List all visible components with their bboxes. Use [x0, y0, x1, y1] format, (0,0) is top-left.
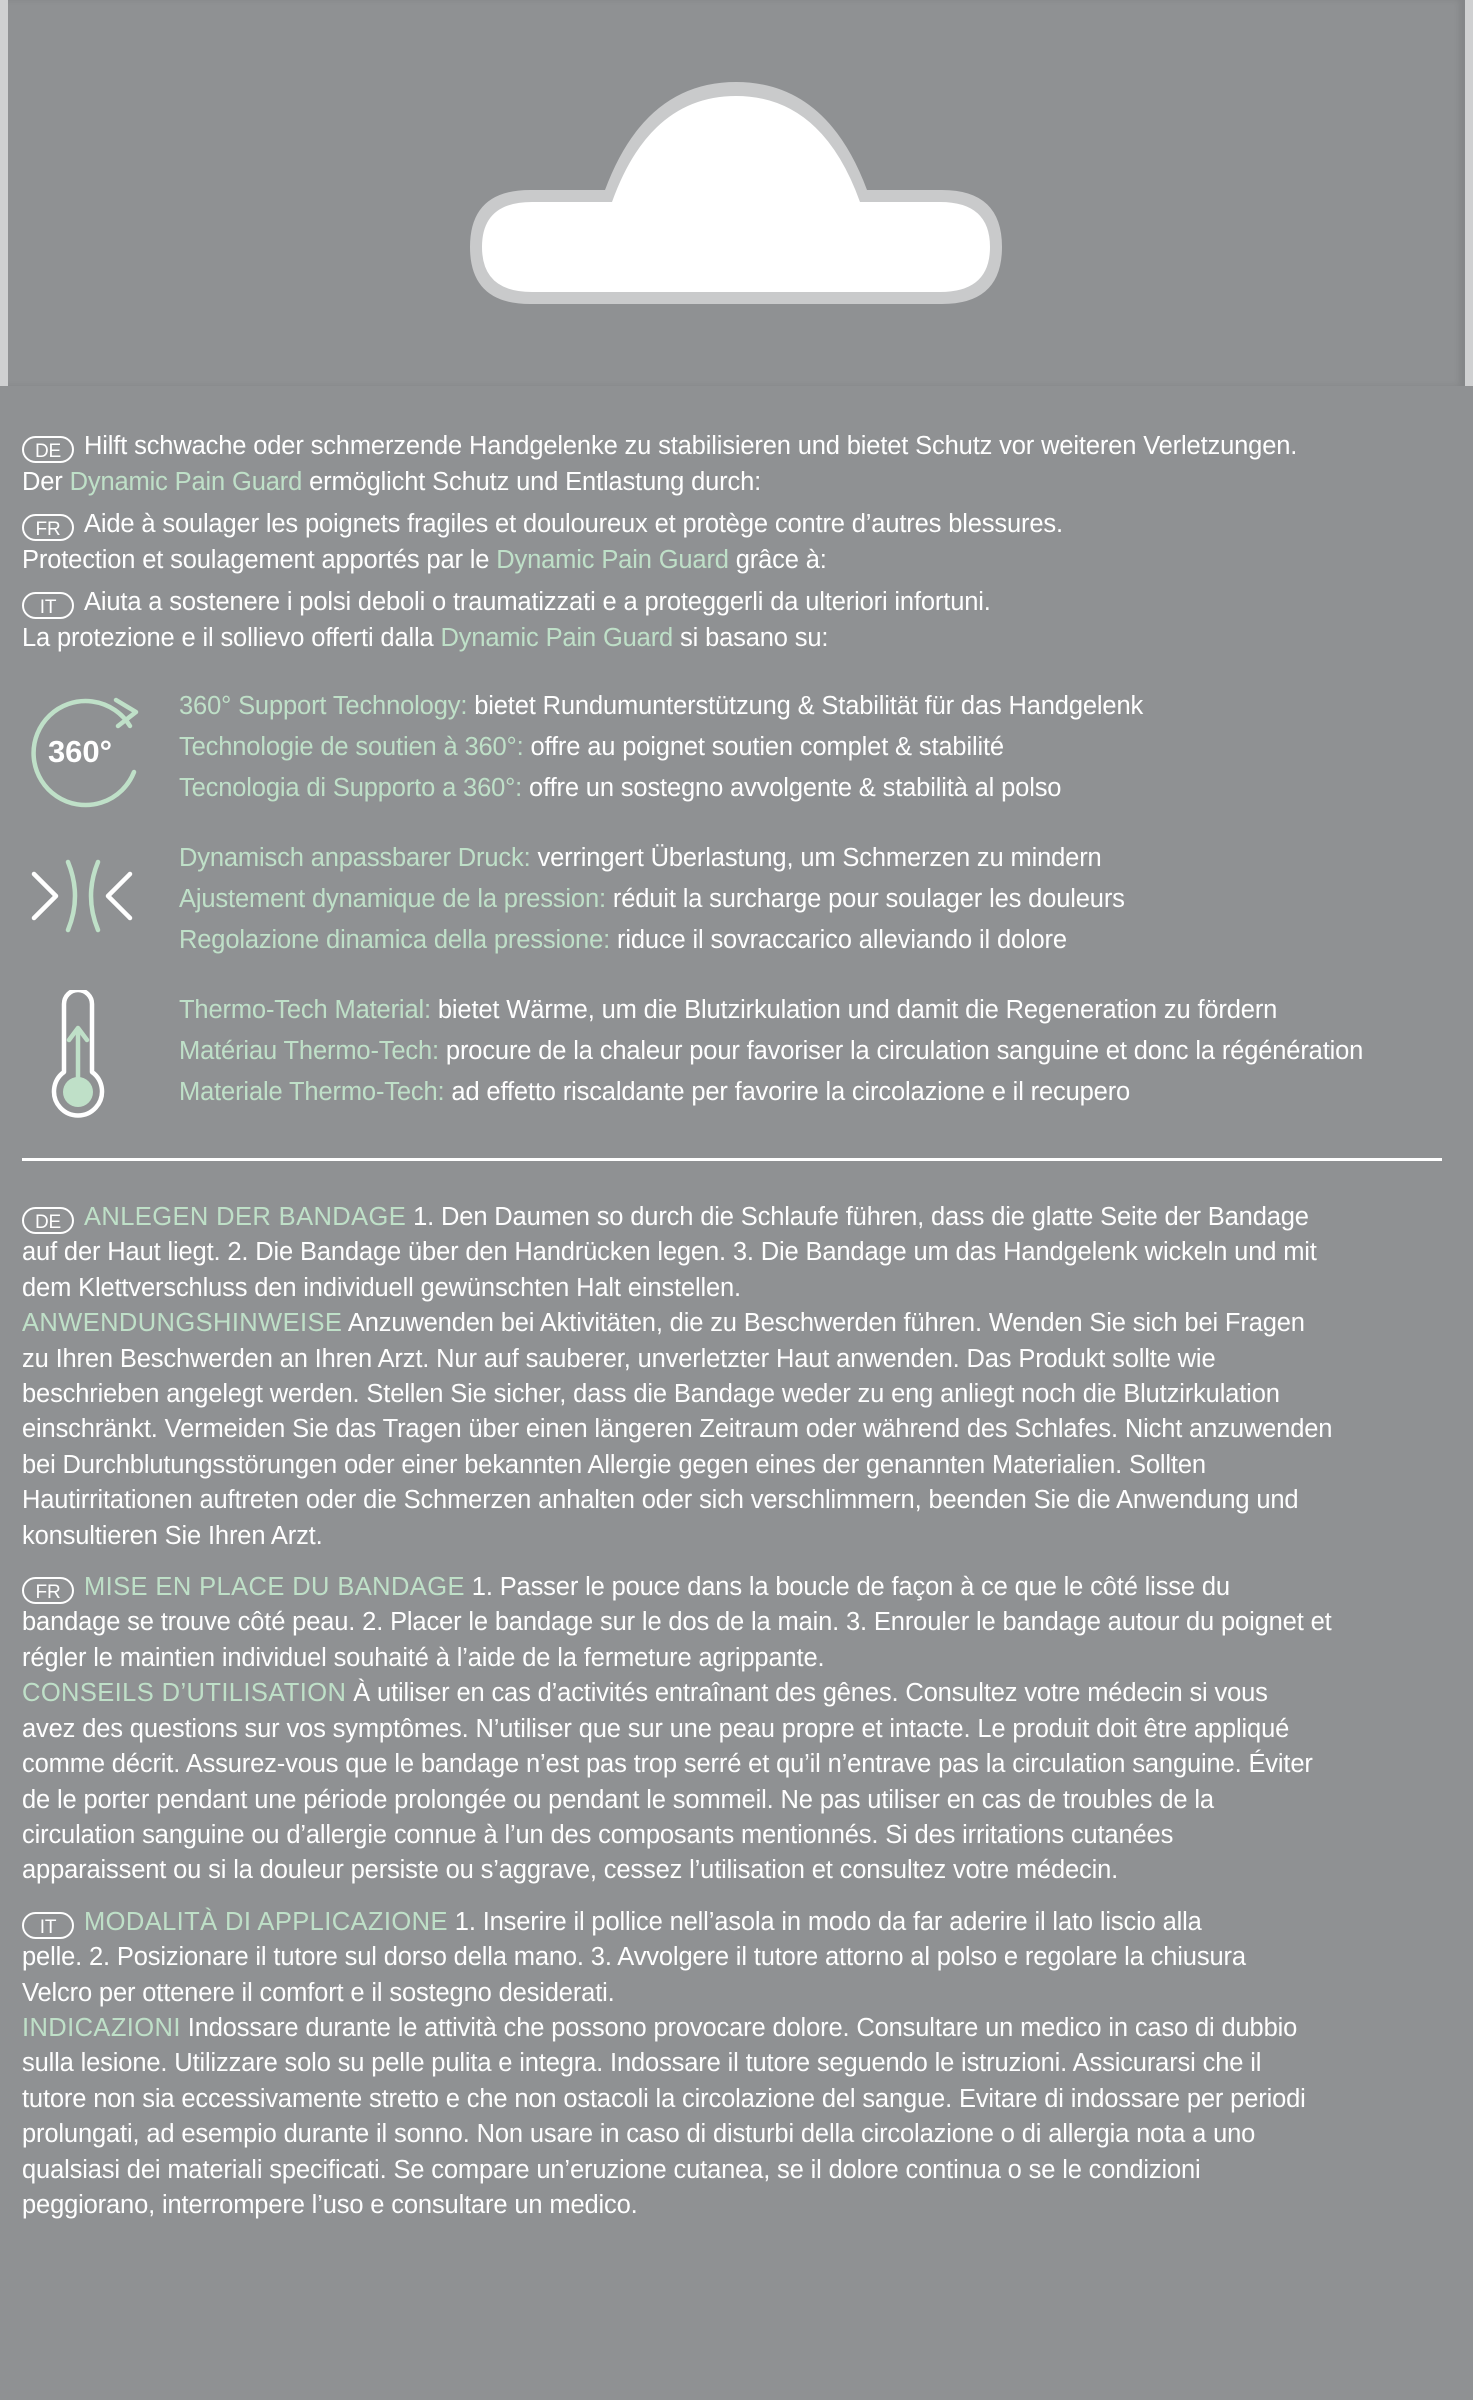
instructions-it: [22, 1905, 1452, 2224]
feature-term: Tecnologia di Supporto a 360°:: [179, 774, 523, 802]
text-line: konsultieren Sie Ihren Arzt.: [22, 1521, 323, 1550]
text-line: zu Ihren Beschwerden an Ihren Arzt. Nur auf sauberer, unverletzter Haut anwenden. Das Produkt sollte wie: [22, 1344, 1216, 1373]
text-line: bandage se trouve côté peau. 2. Placer le bandage sur le dos de la main. 3. Enrouler le bandage autour du poignet et: [22, 1608, 1332, 1637]
text-line: einschränkt. Vermeiden Sie das Tragen über einen längeren Zeitraum oder während des Schlafes. Nicht anzuwenden: [22, 1415, 1333, 1444]
intro-post: grâce à:: [728, 546, 827, 574]
apply-heading: MISE EN PLACE DU BANDAGE: [84, 1573, 465, 1602]
intro-line: Aide à soulager les poignets fragiles et douloureux et protège contre d’autres blessures.: [84, 510, 1063, 538]
lang-badge-de: DE: [22, 436, 74, 463]
feature-term: Matériau Thermo-Tech:: [179, 1037, 439, 1065]
text-line: sulla lesione. Utilizzare solo su pelle pulita e integra. Indossare il tutore seguendo le istruzioni. Assicurarsi che il: [22, 2049, 1262, 2078]
product-name: Dynamic Pain Guard: [69, 468, 303, 496]
text-line: À utiliser en cas d’activités entraînant des gênes. Consultez votre médecin si vous: [346, 1679, 1268, 1708]
feature-desc: bietet Rundumunterstützung & Stabilität für das Handgelenk: [467, 692, 1144, 720]
intro-line: Hilft schwache oder schmerzende Handgelenke zu stabilisieren und bietet Schutz vor weiteren Verletzungen.: [84, 432, 1298, 460]
text-line: 1. Den Daumen so durch die Schlaufe führen, dass die glatte Seite der Bandage: [406, 1203, 1309, 1231]
text-line: pelle. 2. Posizionare il tutore sul dorso della mano. 3. Avvolgere il tutore attorno al polso e regolare la chiusura: [22, 1943, 1246, 1972]
feature-lines: [179, 838, 1125, 961]
text-line: bei Durchblutungsstörungen oder einer bekannten Allergie gegen eines der genannten Materialien. Sollten: [22, 1450, 1206, 1479]
lang-badge-it: IT: [22, 1912, 74, 1939]
pressure-compress-icon: [22, 838, 152, 968]
apply-heading: MODALITÀ DI APPLICAZIONE: [84, 1907, 448, 1936]
intro-pre: Der: [22, 468, 70, 496]
feature-desc: riduce il sovraccarico alleviando il dolore: [610, 926, 1067, 954]
package-edge-right: [1465, 0, 1473, 386]
feature-lines: [179, 990, 1363, 1113]
text-line: dem Klettverschluss den individuell gewünschten Halt einstellen.: [22, 1273, 741, 1302]
intro-pre: Protection et soulagement apportés par le: [22, 546, 497, 574]
product-name: Dynamic Pain Guard: [440, 624, 674, 652]
text-line: qualsiasi dei materiali specificati. Se compare un’eruzione cutanea, se il dolore continua o se le condizioni: [22, 2155, 1201, 2184]
intro-it: [22, 584, 1452, 656]
text-line: comme décrit. Assurez-vous que le bandage n’est pas trop serré et qu’il n’entrave pas la circulation sanguine. Éviter: [22, 1750, 1313, 1779]
feature-desc: bietet Wärme, um die Blutzirkulation und damit die Regeneration zu fördern: [430, 996, 1278, 1024]
feature-term: Regolazione dinamica della pressione:: [179, 926, 611, 954]
feature-term: 360° Support Technology:: [179, 692, 468, 720]
instructions-section: [22, 1200, 1452, 2239]
instructions-fr: [22, 1570, 1452, 1889]
feature-desc: réduit la surcharge pour soulager les douleurs: [605, 885, 1125, 913]
intro-section: [22, 428, 1452, 656]
feature-desc: verringert Überlastung, um Schmerzen zu mindern: [530, 844, 1102, 872]
intro-pre: La protezione e il sollievo offerti dalla: [22, 624, 441, 652]
text-line: Hautirritationen auftreten oder die Schmerzen anhalten oder sich verschlimmern, beenden Sie die Anwendung und: [22, 1486, 1299, 1515]
lang-badge-fr: FR: [22, 514, 74, 541]
feature-term: Materiale Thermo-Tech:: [179, 1078, 445, 1106]
text-line: Velcro per ottenere il comfort e il sostegno desiderati.: [22, 1978, 615, 2007]
intro-fr: [22, 506, 1452, 578]
section-divider: [22, 1158, 1442, 1161]
text-line: prolungati, ad esempio durante il sonno. Non usare in caso di disturbi della circolazione o di allergia nota a uno: [22, 2120, 1256, 2149]
thermometer-icon: [22, 990, 152, 1120]
intro-post: si basano su:: [673, 624, 829, 652]
intro-line: Aiuta a sostenere i polsi deboli o traumatizzati e a proteggerli da ulteriori infortuni.: [84, 588, 991, 616]
text-line: apparaissent ou si la douleur persiste ou s’aggrave, cessez l’utilisation et consultez votre médecin.: [22, 1856, 1119, 1885]
hang-hole-icon: [470, 82, 1002, 304]
feature-term: Dynamisch anpassbarer Druck:: [179, 844, 531, 872]
package-edge-left: [0, 0, 8, 386]
instructions-de: [22, 1200, 1452, 1554]
notes-heading: CONSEILS D’UTILISATION: [22, 1679, 347, 1708]
text-line: peggiorano, interrompere l’uso e consultare un medico.: [22, 2190, 638, 2219]
lang-badge-it: IT: [22, 592, 74, 619]
notes-heading: INDICAZIONI: [22, 2013, 181, 2042]
feature-term: Technologie de soutien à 360°:: [179, 733, 524, 761]
feature-desc: offre un sostegno avvolgente & stabilità al polso: [522, 774, 1062, 802]
text-line: circulation sanguine ou d’allergie connue à l’un des composants mentionnés. Si des irritations cutanées: [22, 1820, 1174, 1849]
notes-heading: ANWENDUNGSHINWEISE: [22, 1309, 343, 1338]
feature-term: Ajustement dynamique de la pression:: [179, 885, 606, 913]
text-line: auf der Haut liegt. 2. Die Bandage über den Handrücken legen. 3. Die Bandage um das Handgelenk wickeln und mit: [22, 1238, 1317, 1267]
rotate-360-icon: [22, 686, 152, 816]
text-line: tutore non sia eccessivamente stretto e che non ostacoli la circolazione del sangue. Evitare di indossare per periodi: [22, 2084, 1306, 2113]
product-text: [22, 428, 1452, 2219]
text-line: régler le maintien individuel souhaité à l’aide de la fermeture agrippante.: [22, 1643, 825, 1672]
text-line: 1. Inserire il pollice nell’asola in modo da far aderire il lato liscio alla: [447, 1907, 1202, 1936]
text-line: Anzuwenden bei Aktivitäten, die zu Beschwerden führen. Wenden Sie sich bei Fragen: [342, 1309, 1305, 1338]
text-line: Indossare durante le attività che possono provocare dolore. Consultare un medico in caso di dubbio: [180, 2013, 1298, 2042]
icon-360-label: 360°: [47, 734, 113, 769]
text-line: de le porter pendant une période prolongée ou pendant le sommeil. Ne pas utiliser en cas de troubles de la: [22, 1785, 1214, 1814]
feature-desc: procure de la chaleur pour favoriser la circulation sanguine et donc la régénération: [438, 1037, 1364, 1065]
feature-lines: [179, 686, 1143, 809]
feature-desc: ad effetto riscaldante per favorire la circolazione e il recupero: [444, 1078, 1131, 1106]
text-line: avez des questions sur vos symptômes. N’utiliser que sur une peau propre et intacte. Le produit doit être appliqué: [22, 1714, 1290, 1743]
intro-de: [22, 428, 1452, 500]
lang-badge-de: DE: [22, 1207, 74, 1234]
apply-heading: ANLEGEN DER BANDAGE: [84, 1203, 407, 1231]
feature-term: Thermo-Tech Material:: [179, 996, 431, 1024]
intro-post: ermöglicht Schutz und Entlastung durch:: [302, 468, 762, 496]
lang-badge-fr: FR: [22, 1577, 74, 1604]
product-name: Dynamic Pain Guard: [496, 546, 729, 574]
text-line: beschrieben angelegt werden. Stellen Sie sicher, dass die Bandage weder zu eng anliegt noch die Blutzirkulation: [22, 1380, 1280, 1409]
feature-desc: offre au poignet soutien complet & stabilité: [523, 733, 1004, 761]
text-line: 1. Passer le pouce dans la boucle de façon à ce que le côté lisse du: [464, 1573, 1230, 1602]
